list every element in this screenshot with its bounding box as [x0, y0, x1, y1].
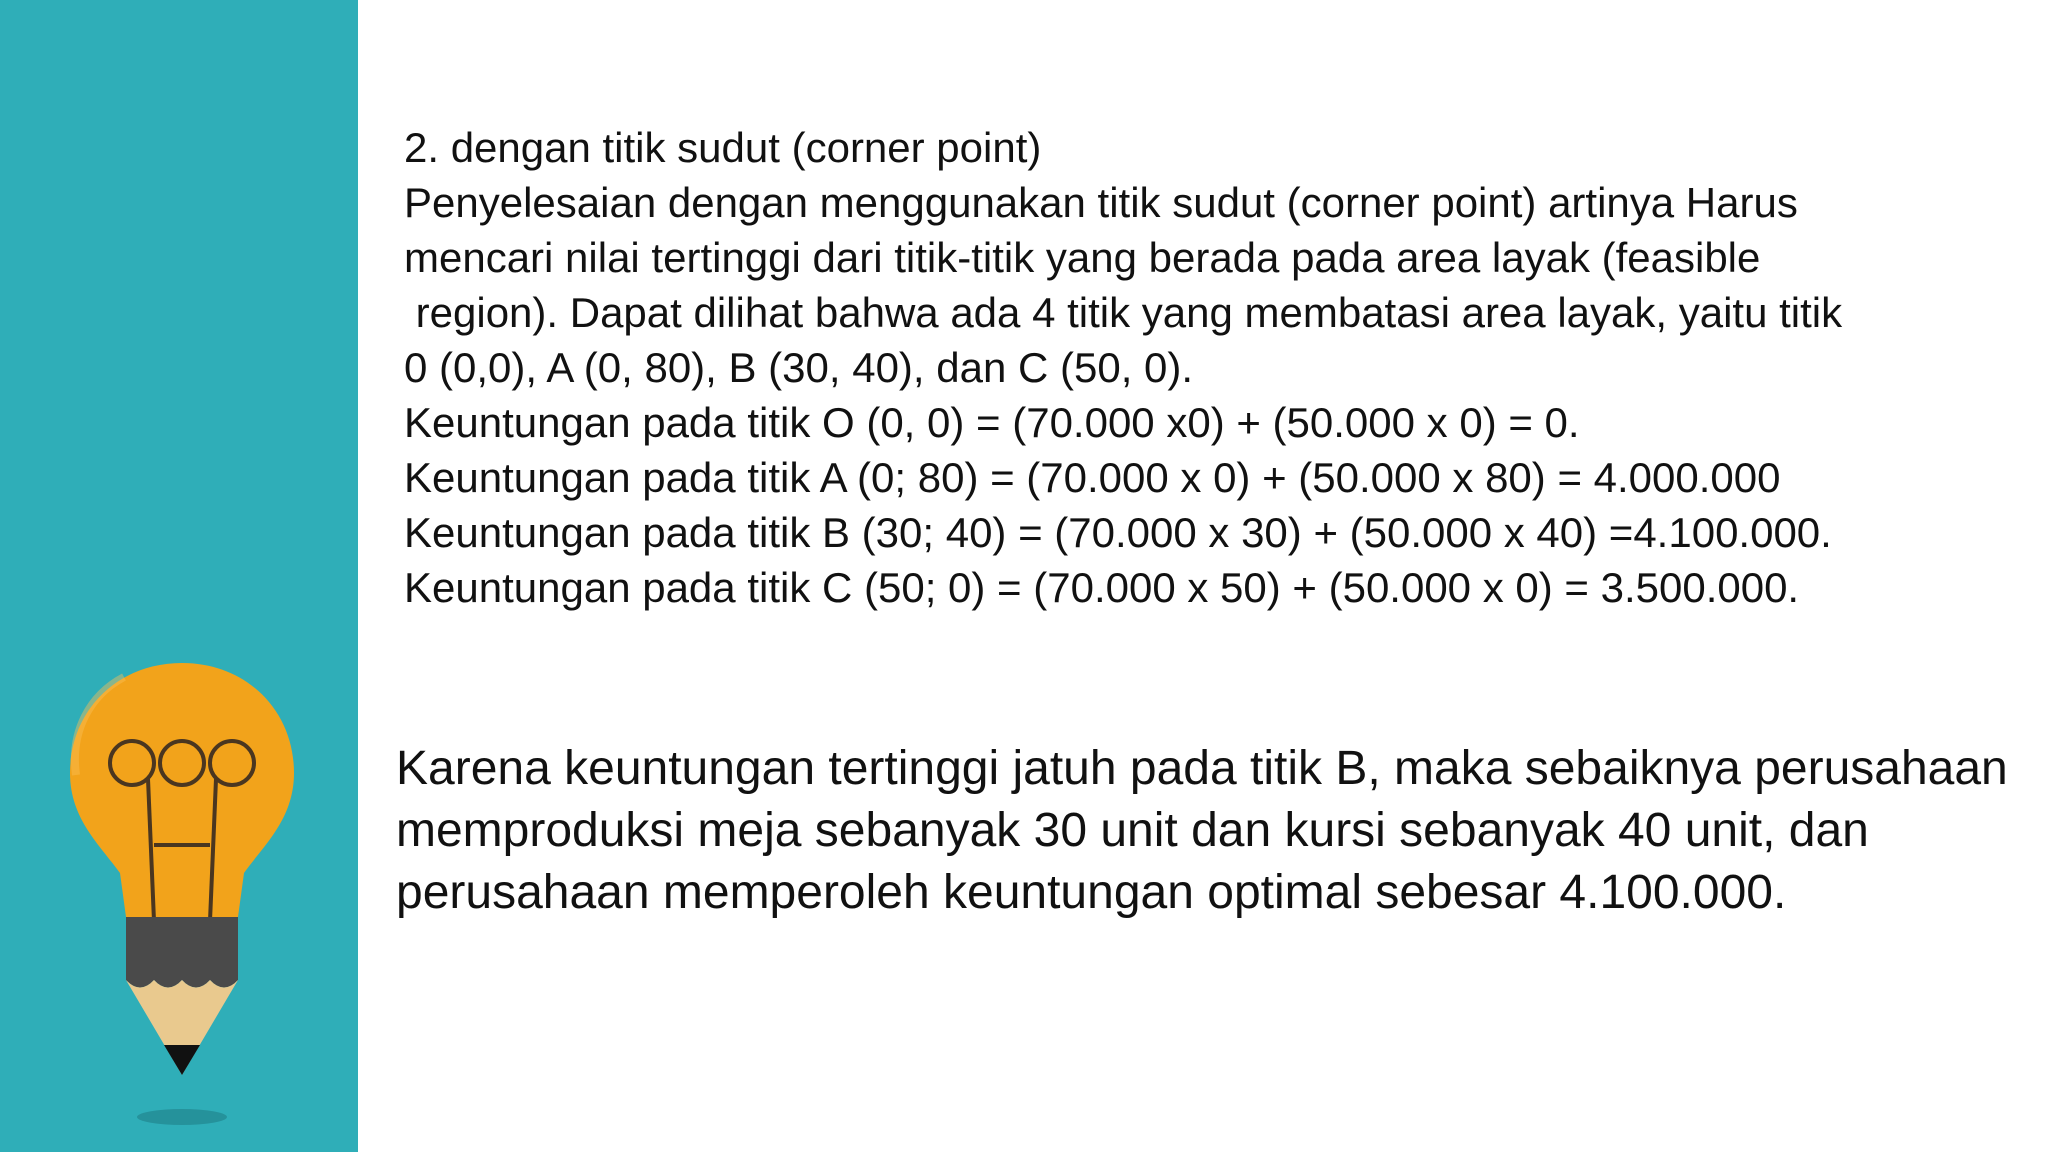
profit-line: Keuntungan pada titik O (0, 0) = (70.000 x0) + (50.000 x 0) = 0.	[404, 399, 1580, 446]
profit-line: Keuntungan pada titik C (50; 0) = (70.000 x 50) + (50.000 x 0) = 3.500.000.	[404, 564, 1800, 611]
paragraph-line: Penyelesaian dengan menggunakan titik sudut (corner point) artinya Harus	[404, 179, 1798, 226]
solution-text	[404, 120, 2004, 615]
profit-line: Keuntungan pada titik B (30; 40) = (70.000 x 30) + (50.000 x 40) =4.100.000.	[404, 509, 1832, 556]
paragraph-line: mencari nilai tertinggi dari titik-titik yang berada pada area layak (feasible	[404, 234, 1761, 281]
profit-line: Keuntungan pada titik A (0; 80) = (70.000 x 0) + (50.000 x 80) = 4.000.000	[404, 454, 1781, 501]
paragraph-line: region). Dapat dilihat bahwa ada 4 titik yang membatasi area layak, yaitu titik	[404, 289, 1843, 336]
section-heading: 2. dengan titik sudut (corner point)	[404, 124, 1042, 171]
lightbulb-pencil-icon	[62, 655, 302, 1135]
content-area	[404, 120, 2004, 615]
sidebar-panel	[0, 0, 358, 1152]
conclusion-text: Karena keuntungan tertinggi jatuh pada titik B, maka sebaiknya perusahaan memproduksi meja sebanyak 30 unit dan kursi sebanyak 40 unit, dan perusahaan memperoleh keuntungan optimal sebesar 4.100.000.	[396, 742, 2008, 919]
paragraph-line: 0 (0,0), A (0, 80), B (30, 40), dan C (50, 0).	[404, 344, 1194, 391]
